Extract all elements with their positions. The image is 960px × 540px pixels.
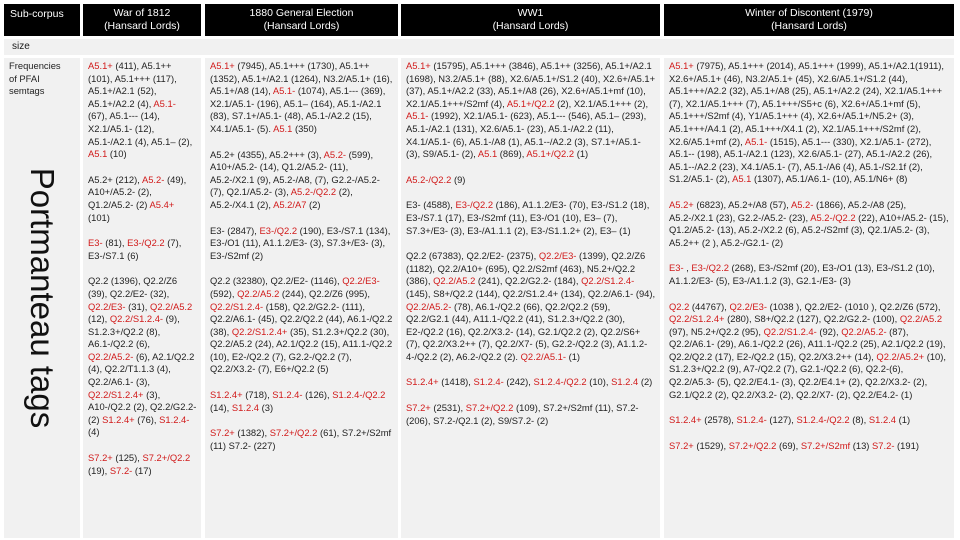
highlighted-tag: S1.2.4+ xyxy=(669,414,702,426)
tag-text: (1) xyxy=(896,414,911,426)
tag-block xyxy=(669,301,950,402)
highlighted-tag: A5.1+/Q2.2 xyxy=(526,148,575,160)
highlighted-tag: Q2.2/A5.2- xyxy=(841,325,887,337)
tag-text: (1) xyxy=(574,148,589,160)
highlighted-tag: A5.2- xyxy=(790,198,814,210)
highlighted-tag: Q2.2/E3- xyxy=(342,275,380,287)
tag-block xyxy=(669,60,950,186)
tag-text: (78), A6.1-/Q2.2 (66), Q2.2/Q2.2 (59), Q2.2/G2.1 (44), A11.1-/Q2.2 (41), S1.2.3+/Q2.2 (30), E2-/Q2.2 (16), Q2.2/X3.2- (14), G2.1/Q2.2 (2), Q2.2/S6+ (7), Q2.2/X3.2++ (7), Q2.2/X7- (5), G2.2-/Q2.2 (3), A1.1.2-4-/Q2.2 (2), A6.2-/Q2.2 (2). xyxy=(406,300,648,362)
tag-text: (350) xyxy=(292,122,317,134)
highlighted-tag: S1.2.4-/Q2.2 xyxy=(796,414,850,426)
tag-text: Q2.2 (67383), Q2.2/E2- (2375), xyxy=(406,250,539,262)
tag-text: Q2.2 (1396), Q2.2/Z6 (39), Q2.2/E2- (32), xyxy=(88,275,178,299)
tag-block xyxy=(406,199,656,237)
tag-text: (1399), Q2.2/Z6 (1182), Q2.2/A10+ (695), Q2.2/S2mf (463), N5.2+/Q2.2 (386), xyxy=(406,250,646,287)
tag-text: (3), A10-/Q2.2 (2), Q2.2/G2.2- (2) xyxy=(88,388,197,425)
tag-text: (87), Q2.2/A6.1- (29), A6.1-/Q2.2 (26), A11.1-/Q2.2 (25), A2.1/Q2.2 (19), Q2.2/Q2.2 (17), E2-/Q2.2 (15), Q2.2/X3.2++ (14), xyxy=(669,325,946,362)
tag-text: (17) xyxy=(132,464,152,476)
highlighted-tag: Q2.2/S1.2.4+ xyxy=(88,388,144,400)
tag-text: (411), A5.1++ (101), A5.1+++ (117), A5.1+/A2.1 (52), A5.1+/A2.2 (4), xyxy=(88,60,177,109)
tag-block xyxy=(406,376,656,389)
tag-text: (1) xyxy=(565,350,581,362)
highlighted-tag: S7.2- xyxy=(109,464,133,476)
tag-text: (9), S1.2.3+/Q2.2 (8), A6.1-/Q2.2 (6), xyxy=(88,313,180,350)
tag-text: (76), xyxy=(134,413,160,425)
highlighted-tag: A5.1+/Q2.2 xyxy=(506,97,555,109)
highlighted-tag: Q2.2/A5.1- xyxy=(520,350,566,362)
highlighted-tag: E3-/Q2.2 xyxy=(127,237,165,249)
highlighted-tag: S7.2+ xyxy=(210,427,235,439)
tag-text: (7945), A5.1+++ (1730), A5.1++ (1352), A5.1+/A2.1 (1264), N3.2/A5.1+ (16), A5.1+/A8 (14), xyxy=(210,60,393,97)
highlighted-tag: Q2.2/E3- xyxy=(538,250,577,262)
highlighted-tag: S7.2+/Q2.2 xyxy=(728,439,777,451)
highlighted-tag: S7.2+ xyxy=(88,452,113,464)
highlighted-tag: Q2.2/S1.2.4- xyxy=(581,275,635,287)
tag-block xyxy=(669,262,950,287)
highlighted-tag: A5.1+ xyxy=(669,60,694,71)
tag-block xyxy=(88,275,197,439)
highlighted-tag: Q2.2/S1.2.4+ xyxy=(669,313,725,325)
highlighted-tag: A5.4+ xyxy=(149,198,175,210)
tag-text: (1418), xyxy=(438,376,474,388)
highlighted-tag: S7.2- xyxy=(872,439,895,451)
tag-text: (22), A10+/A5.2- (15), Q1.2/A5.2- (13), A5.2-/X2.2 (6), A5.2-/S2mf (3), Q2.1/A5.2- (3), A5.2++ (2 ), A5.2-/G2.1- (2) xyxy=(669,211,949,248)
highlighted-tag: A5.1 xyxy=(273,122,293,134)
tag-text: (2) xyxy=(638,376,653,388)
highlighted-tag: Q2.2/A5.2 xyxy=(150,300,193,312)
tag-text: (14), xyxy=(210,401,232,413)
highlighted-tag: S7.2+/Q2.2 xyxy=(142,452,191,464)
tag-block xyxy=(88,60,197,161)
tag-text: (158), Q2.2/G2.2- (111), Q2.2/A6.1- (45), Q2.2/Q2.2 (44), A6.1-/Q2.2 (38), xyxy=(210,300,393,337)
tag-text: (81), xyxy=(102,237,128,249)
highlighted-tag: A5.2-/Q2.2 xyxy=(406,173,452,185)
highlighted-tag: Q2.2/S1.2.4+ xyxy=(231,325,288,337)
tag-text: (3) xyxy=(259,401,274,413)
highlighted-tag: Q2.2/A5.2 xyxy=(899,313,943,325)
highlighted-tag: S7.2+/Q2.2 xyxy=(465,402,514,414)
header-name: WW1 xyxy=(517,7,544,19)
tag-text: (10), S1.2.3+/Q2.2 (9), A7-/Q2.2 (7), G2.1-/Q2.2 (6), Q2.2-(6), Q2.2/A5.3- (5), Q2.2/E4.1- (3), Q2.2/E4.1+ (2), Q2.2/X3.2- (2), G2.1/Q2.2 (2), Q2.2/X3.2- (2), Q2.2/X7- (2), Q2.2/E4.2- (1) xyxy=(669,350,946,400)
highlighted-tag: Q2.2/A5.2 xyxy=(237,287,280,299)
header-name: 1880 General Election xyxy=(249,7,354,19)
tag-block xyxy=(406,402,656,427)
highlighted-tag: Q2.2/A5.2- xyxy=(88,350,134,362)
highlighted-tag: A5.1 xyxy=(477,148,498,160)
tag-text: (10) xyxy=(107,148,127,160)
highlighted-tag: A5.2- xyxy=(323,148,347,160)
highlighted-tag: S1.2.4+ xyxy=(102,413,135,425)
tag-text: (244), Q2.2/Z6 (995), xyxy=(279,287,370,299)
header-winter-discontent xyxy=(664,4,954,36)
tag-text: (242), xyxy=(503,376,534,388)
tag-block xyxy=(210,225,394,263)
tag-text: (280), S8+/Q2.2 (127), Q2.2/G2.2- (100), xyxy=(724,313,900,325)
highlighted-tag: S1.2.4 xyxy=(868,414,896,426)
highlighted-tag: A5.2-/Q2.2 xyxy=(290,186,337,198)
tag-text: (186), A1.1.2/E3- (70), E3-/S1.2 (18), E3-/S7.1 (17), E3-/S2mf (11), E3-/O1 (10), E3– (7), S7.3+/E3- (3), E3-/A1.1.1 (2), E3-/S1.1.2+ (2), E3– (1) xyxy=(406,199,650,236)
winter-discontent-column xyxy=(664,58,954,538)
tag-text: (69), xyxy=(776,439,801,451)
highlighted-tag: A5.2/A7 xyxy=(273,198,307,210)
tag-text: (2), A5.2-/X4.1 (2), xyxy=(210,186,353,210)
highlighted-tag: E3- xyxy=(88,237,103,249)
ww1-column xyxy=(401,58,660,538)
tag-text: (145), S8+/Q2.2 (144), Q2.2/S1.2.4+ (134), Q2.2/A6.1- (94), xyxy=(406,287,656,299)
tag-text: E3- (4588), xyxy=(406,199,456,211)
tag-block xyxy=(406,174,656,187)
tag-block xyxy=(210,275,394,376)
tag-block xyxy=(669,199,950,249)
tag-text: (1038 ), Q2.2/E2- (1010 ), Q2.2/Z6 (572), xyxy=(767,300,941,312)
highlighted-tag: S1.2.4+ xyxy=(406,376,439,388)
general-election-column xyxy=(205,58,398,538)
header-name: Winter of Discontent (1979) xyxy=(745,7,873,19)
tag-text: (869), xyxy=(497,148,527,160)
portmanteau-tags-label: Portmanteau tags xyxy=(24,167,61,429)
highlighted-tag: A5.2- xyxy=(141,173,165,185)
tag-block xyxy=(210,389,394,414)
tag-text: (599), A10+/A5.2- (14), Q1.2/A5.2- (11), A5.2-/X2.1 (9), A5.2-/A8, (7), G2.2-/A5.2- (7), Q2.1/A5.2- (3), xyxy=(210,148,380,198)
highlighted-tag: A5.1- xyxy=(153,97,176,109)
tag-text: (92), xyxy=(816,325,842,337)
war-1812-column xyxy=(83,58,201,538)
tag-text: (31), xyxy=(125,300,151,312)
highlighted-tag: A5.1- xyxy=(272,85,296,97)
highlighted-tag: S1.2.4- xyxy=(159,413,190,425)
header-sub: (Hansard Lords) xyxy=(263,20,340,32)
highlighted-tag: A5.1 xyxy=(88,148,108,160)
tag-text: (8), xyxy=(849,414,869,426)
tag-text: (1074), A5.1--- (369), X2.1/A5.1- (196), A5.1– (164), A5.1-/A2.1 (83), S7.1+/A5.1- (48), A5.1-/A2.2 (15), X4.1/A5.1- (5). xyxy=(210,85,386,134)
highlighted-tag: A5.1- xyxy=(744,135,768,147)
highlighted-tag: S1.2.4- xyxy=(473,376,504,388)
tag-text: (718), xyxy=(242,389,273,401)
tag-text: (127), xyxy=(766,414,797,426)
highlighted-tag: A5.1+ xyxy=(406,60,431,71)
tag-block xyxy=(210,427,394,452)
highlighted-tag: Q2.2/A5.2- xyxy=(406,300,452,312)
highlighted-tag: E3- xyxy=(669,262,684,274)
highlighted-tag: A5.1+ xyxy=(210,60,235,71)
highlighted-tag: S7.2+ xyxy=(406,402,431,414)
tag-text: (35), S1.2.3+/Q2.2 (30), Q2.2/A5.2 (24), A2.1/Q2.2 (15), A11.1-/Q2.2 (10), E2-/Q2.2 (7), G2.2-/Q2.2 (7), Q2.2/X3.2- (7), E6+/Q2.2 (5) xyxy=(210,325,393,375)
header-sub: (Hansard Lords) xyxy=(492,20,569,32)
tag-text: (49), A10+/A5.2- (2), Q1.2/A5.2- (2) xyxy=(88,173,187,210)
tag-text: (9) xyxy=(451,173,466,185)
tag-block xyxy=(406,60,656,161)
highlighted-tag: S1.2.4 xyxy=(231,401,259,413)
tag-text: (191) xyxy=(894,439,919,451)
tag-block xyxy=(88,174,197,224)
tag-block xyxy=(669,440,950,453)
size-row: size xyxy=(4,39,954,55)
tag-text: (2531), xyxy=(430,402,466,414)
tag-block xyxy=(669,414,950,427)
tag-text: Q2.2 (32380), Q2.2/E2- (1146), xyxy=(210,275,343,287)
highlighted-tag: E3-/Q2.2 xyxy=(259,224,298,236)
tag-text: (7975), A5.1+++ (2014), A5.1+++ (1999), A5.1+/A2.1(1911), X2.6+/A5.1+ (46), N3.2/A5.1+ (45), X2.6/A5.1+/S1.2 (44), A5.1+++/A2.2 (32), A5.1+/A8 (25), A5.1+/A2.2 (24), X2.1/A5.1+++ (7), X2.1/A5.1+++ (7), A5.1+++/S5+c (6), X2.6+/A5.1+mf (5), A5.1+++/S2mf (4), Y1/A5.1+++ (4), X2.6+/A5.1+/N5.2+ (3), A5.1+++/A4.1 (2), A5.1+++/X4.1 (2), X2.1/A5.1+++/S2mf (2), X2.6/A5.1+mf (2), xyxy=(669,60,945,147)
highlighted-tag: Q2.2/E3- xyxy=(729,300,767,312)
tag-text: (10), xyxy=(586,376,612,388)
tag-text: (109), S7.2+/S2mf (11), S7.2- (206), S7.2-/Q2.1 (2), S9/S7.2- (2) xyxy=(406,402,639,426)
highlighted-tag: Q2.2/A5.2+ xyxy=(876,350,925,362)
highlighted-tag: A5.1 xyxy=(732,173,752,185)
tag-text: (13) xyxy=(850,439,873,451)
header-sub: (Hansard Lords) xyxy=(771,20,847,32)
tag-text: A5.2+ (212), xyxy=(88,173,142,185)
tag-text: A5.2+ (4355), A5.2+++ (3), xyxy=(210,148,324,160)
tag-text: (190), E3-/S7.1 (134), E3-/O1 (11), A1.1.2/E3- (3), S7.3+/E3- (3), E3-/S2mf (2) xyxy=(210,224,391,261)
highlighted-tag: Q2.2/S1.2.4- xyxy=(210,300,264,312)
tag-text: (19), xyxy=(88,464,110,476)
tag-block xyxy=(210,60,394,136)
tag-text: (125), xyxy=(112,452,143,464)
highlighted-tag: S7.2+/Q2.2 xyxy=(269,427,318,439)
tag-text: (2) xyxy=(306,198,321,210)
highlighted-tag: Q2.2/S1.2.4- xyxy=(109,313,164,325)
tag-text: (1307), A5.1/A6.1- (10), A5.1/N6+ (8) xyxy=(751,173,908,185)
highlighted-tag: S1.2.4 xyxy=(611,376,639,388)
highlighted-tag: S1.2.4- xyxy=(736,414,767,426)
tag-text: (15795), A5.1+++ (3846), A5.1++ (3256), A5.1+/A2.1 (1698), N3.2/A5.1+ (88), X2.6/A5.1+/S1.2 (40), X2.6+/A5.1+ (37), A5.1+/A2.2 (33), A5.1+/A8 (26), X2.6+/A5.1+mf (10), X2.1/A5.1+++/S2mf (4), xyxy=(406,60,656,109)
tag-text: (1866), A5.2-/A8 (25), A5.2-/X2.1 (23), G2.2-/A5.2- (23), xyxy=(669,198,907,223)
highlighted-tag: Q2.2 xyxy=(669,300,690,312)
highlighted-tag: E3-/Q2.2 xyxy=(691,262,729,274)
tag-block xyxy=(88,237,197,262)
header-war-1812 xyxy=(83,4,201,36)
tag-text: (101) xyxy=(88,211,110,223)
header-ww1 xyxy=(401,4,660,36)
highlighted-tag: S1.2.4+ xyxy=(210,389,243,401)
highlighted-tag: A5.2-/Q2.2 xyxy=(810,211,856,223)
tag-text: (1529), xyxy=(693,439,729,451)
tag-text: (97), N5.2+/Q2.2 (95), xyxy=(669,325,764,337)
header-sub: (Hansard Lords) xyxy=(104,20,180,32)
frequencies-label: Frequencies of PFAI semtags xyxy=(9,60,61,97)
tag-text: (2), X2.1/A5.1+++ (2), xyxy=(554,97,649,109)
tag-text: (1382), xyxy=(234,427,270,439)
highlighted-tag: Q2.2/E3- xyxy=(88,300,126,312)
header-subcorpus: Sub-corpus xyxy=(4,4,80,36)
highlighted-tag: Q2.2/S1.2.4- xyxy=(763,325,817,337)
highlighted-tag: S1.2.4-/Q2.2 xyxy=(332,389,386,401)
header-name: War of 1812 xyxy=(113,7,171,19)
tag-block xyxy=(406,250,656,363)
tag-text: E3- (2847), xyxy=(210,224,260,236)
highlighted-tag: S7.2+ xyxy=(669,439,694,451)
highlighted-tag: Q2.2/A5.2 xyxy=(433,275,476,287)
tag-text: (268), E3-/S2mf (20), E3-/O1 (13), E3-/S1.2 (10), A1.1.2/E3- (5), E3-/A1.1.2 (3), G2.1-/E3- (3) xyxy=(669,262,935,286)
tag-text: (1515), A5.1--- (330), X2.1/A5.1- (272), A5.1-- (198), A5.1-/A2.1 (123), X2.6/A5.1- (27), A5.1-/A2.2 (26), A5.1--/A2.2 (23), X4.1/A5.1- (7), A5.1-/A6 (4), A5.1-/S2.1f (2), S1.2/A5.1- (2), xyxy=(669,135,933,185)
tag-text: (44767), xyxy=(689,300,730,312)
tag-text: (61), S7.2+/S2mf (11) S7.2- (227) xyxy=(210,427,392,451)
tag-text: (12), xyxy=(88,313,110,325)
tag-text: (6823), A5.2+/A8 (57), xyxy=(693,198,791,210)
tag-text: (241), Q2.2/G2.2- (184), xyxy=(475,275,582,287)
tag-text: , xyxy=(683,262,692,274)
tag-text: (4) xyxy=(88,426,100,438)
highlighted-tag: E3-/Q2.2 xyxy=(455,199,494,211)
highlighted-tag: A5.2+ xyxy=(669,198,694,210)
highlighted-tag: A5.1- xyxy=(406,110,429,122)
highlighted-tag: S1.2.4-/Q2.2 xyxy=(533,376,587,388)
tag-block xyxy=(88,452,197,477)
tag-text: (6), A2.1/Q2.2 (4), Q2.2/T1.1.3 (4), Q2.2/A6.1- (3), xyxy=(88,350,195,388)
tag-text: (592), xyxy=(210,287,238,299)
tag-block xyxy=(210,149,394,212)
header-general-election xyxy=(205,4,398,36)
highlighted-tag: S1.2.4- xyxy=(272,389,303,401)
tag-text: (2578), xyxy=(701,414,737,426)
tag-text: (1992), X2.1/A5.1- (623), A5.1--- (546), A5.1– (293), A5.1-/A2.1 (131), X2.6/A5.1- (23), A5.1-/A2.2 (11), X4.1/A5.1- (6), A5.1-/A8 (1), A5.1--/A2.2 (3), S7.1+/A5.1- (3), S9/A5.1- (2), xyxy=(406,110,647,160)
tag-text: (67), A5.1--- (14), X2.1/A5.1- (12), A5.1-/A2.1 (4), A5.1– (2), xyxy=(88,110,193,147)
tag-text: (7), E3-/S7.1 (6) xyxy=(88,237,182,261)
highlighted-tag: S7.2+/S2mf xyxy=(800,439,851,451)
highlighted-tag: A5.1+ xyxy=(88,60,113,71)
tag-text: (126), xyxy=(302,389,333,401)
